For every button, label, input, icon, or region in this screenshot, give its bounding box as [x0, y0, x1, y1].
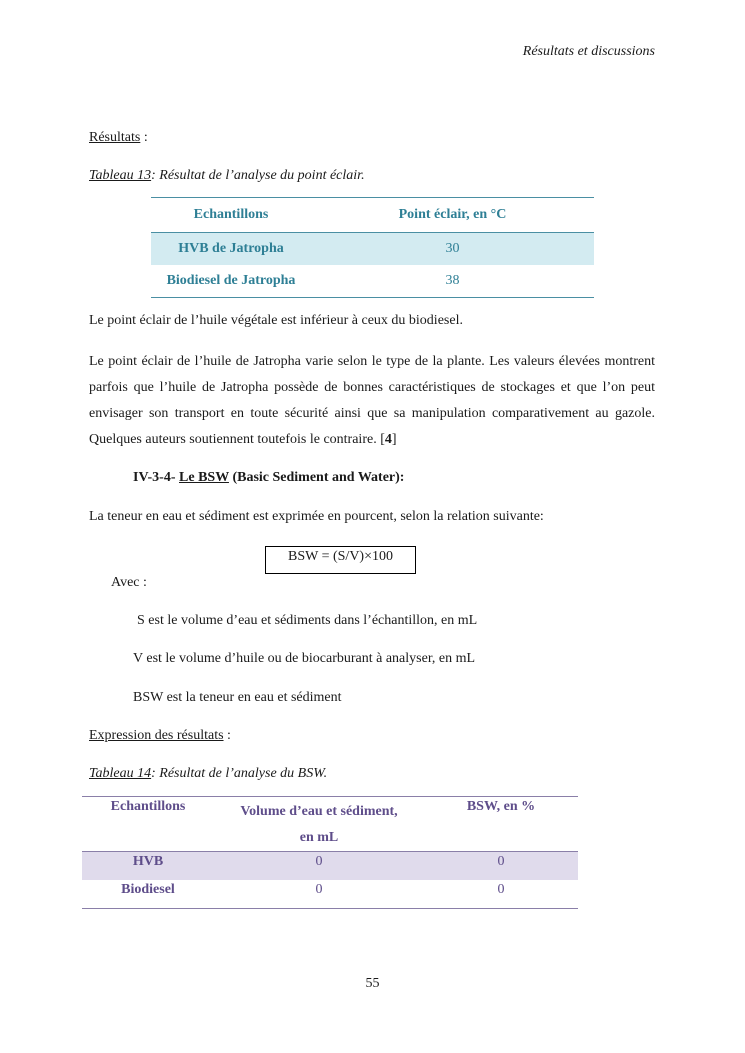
paragraph-flash-point-summary: Le point éclair de l’huile végétale est inférieur à ceux du biodiesel.: [89, 313, 463, 328]
results-heading-label: Résultats: [89, 130, 141, 145]
table13-header-cell: Echantillons: [193, 207, 269, 222]
table14-caption-ref: Tableau 14: [89, 766, 152, 781]
table-row: [151, 265, 594, 298]
table14-row-value: 0: [315, 854, 323, 869]
table13-caption-ref: Tableau 13: [89, 168, 152, 183]
table-row: [82, 852, 578, 881]
table13-row-value: 30: [445, 241, 460, 256]
table13-caption: [89, 168, 365, 184]
table14-row-label: Biodiesel: [121, 882, 175, 897]
table-row: [151, 233, 594, 266]
running-header: Résultats et discussions: [522, 44, 655, 59]
subsection-title-underlined: Le BSW: [179, 470, 229, 485]
table14-row-value: 0: [497, 854, 505, 869]
table13-row-value: 38: [445, 273, 460, 288]
table14-row-value: 0: [315, 882, 323, 897]
subsection-heading: [133, 470, 404, 486]
table14-row-label: HVB: [132, 854, 164, 869]
results-heading: [89, 130, 148, 146]
paragraph-text: Le point éclair de l’huile de Jatropha varie selon le type de la plante. Les valeurs élevées montrent parfois que l’huile de Jatropha possède de bonnes caractéristiques de stockages et que l’on peut envisager son transport en toute sécurité ainsi que sa manipulation comparativement au gazole. Quelques auteurs soutiennent toutefois le contraire. [: [89, 354, 655, 447]
table13-row-label: HVB de Jatropha: [178, 241, 284, 256]
expression-heading-label: Expression des résultats: [89, 728, 224, 743]
definition-v: V est le volume d’huile ou de biocarburant à analyser, en mL: [133, 651, 476, 666]
avec-label: Avec :: [111, 575, 147, 590]
citation-ref: 4: [384, 432, 392, 447]
page-number: 55: [365, 976, 380, 991]
table14-header-cell: Echantillons: [110, 799, 186, 814]
table14-header-row: [82, 797, 578, 852]
expression-heading-suffix: :: [223, 728, 231, 743]
definition-s: S est le volume d’eau et sédiments dans l’échantillon, en mL: [137, 613, 478, 628]
table14-header-line1: Volume d’eau et sédiment,: [240, 804, 398, 819]
table14-header-cell: BSW, en %: [466, 799, 536, 814]
table14-row-value: 0: [497, 882, 505, 897]
paragraph-end: ]: [391, 432, 397, 447]
expression-heading: [89, 728, 231, 744]
formula-box: BSW = (S/V)×100: [265, 546, 416, 574]
table13-row-label: Biodiesel de Jatropha: [166, 273, 296, 288]
table13-caption-text: : Résultat de l’analyse du point éclair.: [151, 168, 365, 183]
table14-caption-text: : Résultat de l’analyse du BSW.: [151, 766, 328, 781]
table14-caption: [89, 766, 327, 782]
paragraph-flash-point-discussion: [89, 349, 655, 453]
subsection-number: IV-3-4-: [133, 470, 180, 485]
subsection-title-rest: (Basic Sediment and Water):: [228, 470, 405, 485]
table13-header-cell: Point éclair, en °C: [398, 207, 507, 222]
table14-header-line2: en mL: [299, 830, 339, 845]
results-heading-suffix: :: [140, 130, 148, 145]
paragraph-bsw-intro: La teneur en eau et sédiment est exprimée en pourcent, selon la relation suivante:: [89, 509, 544, 524]
table14-header-cell: [214, 797, 424, 852]
table14: [82, 796, 578, 909]
table13-header-row: [151, 198, 594, 233]
table13: [151, 197, 594, 298]
definition-bsw: BSW est la teneur en eau et sédiment: [133, 690, 342, 705]
table-row: [82, 880, 578, 909]
